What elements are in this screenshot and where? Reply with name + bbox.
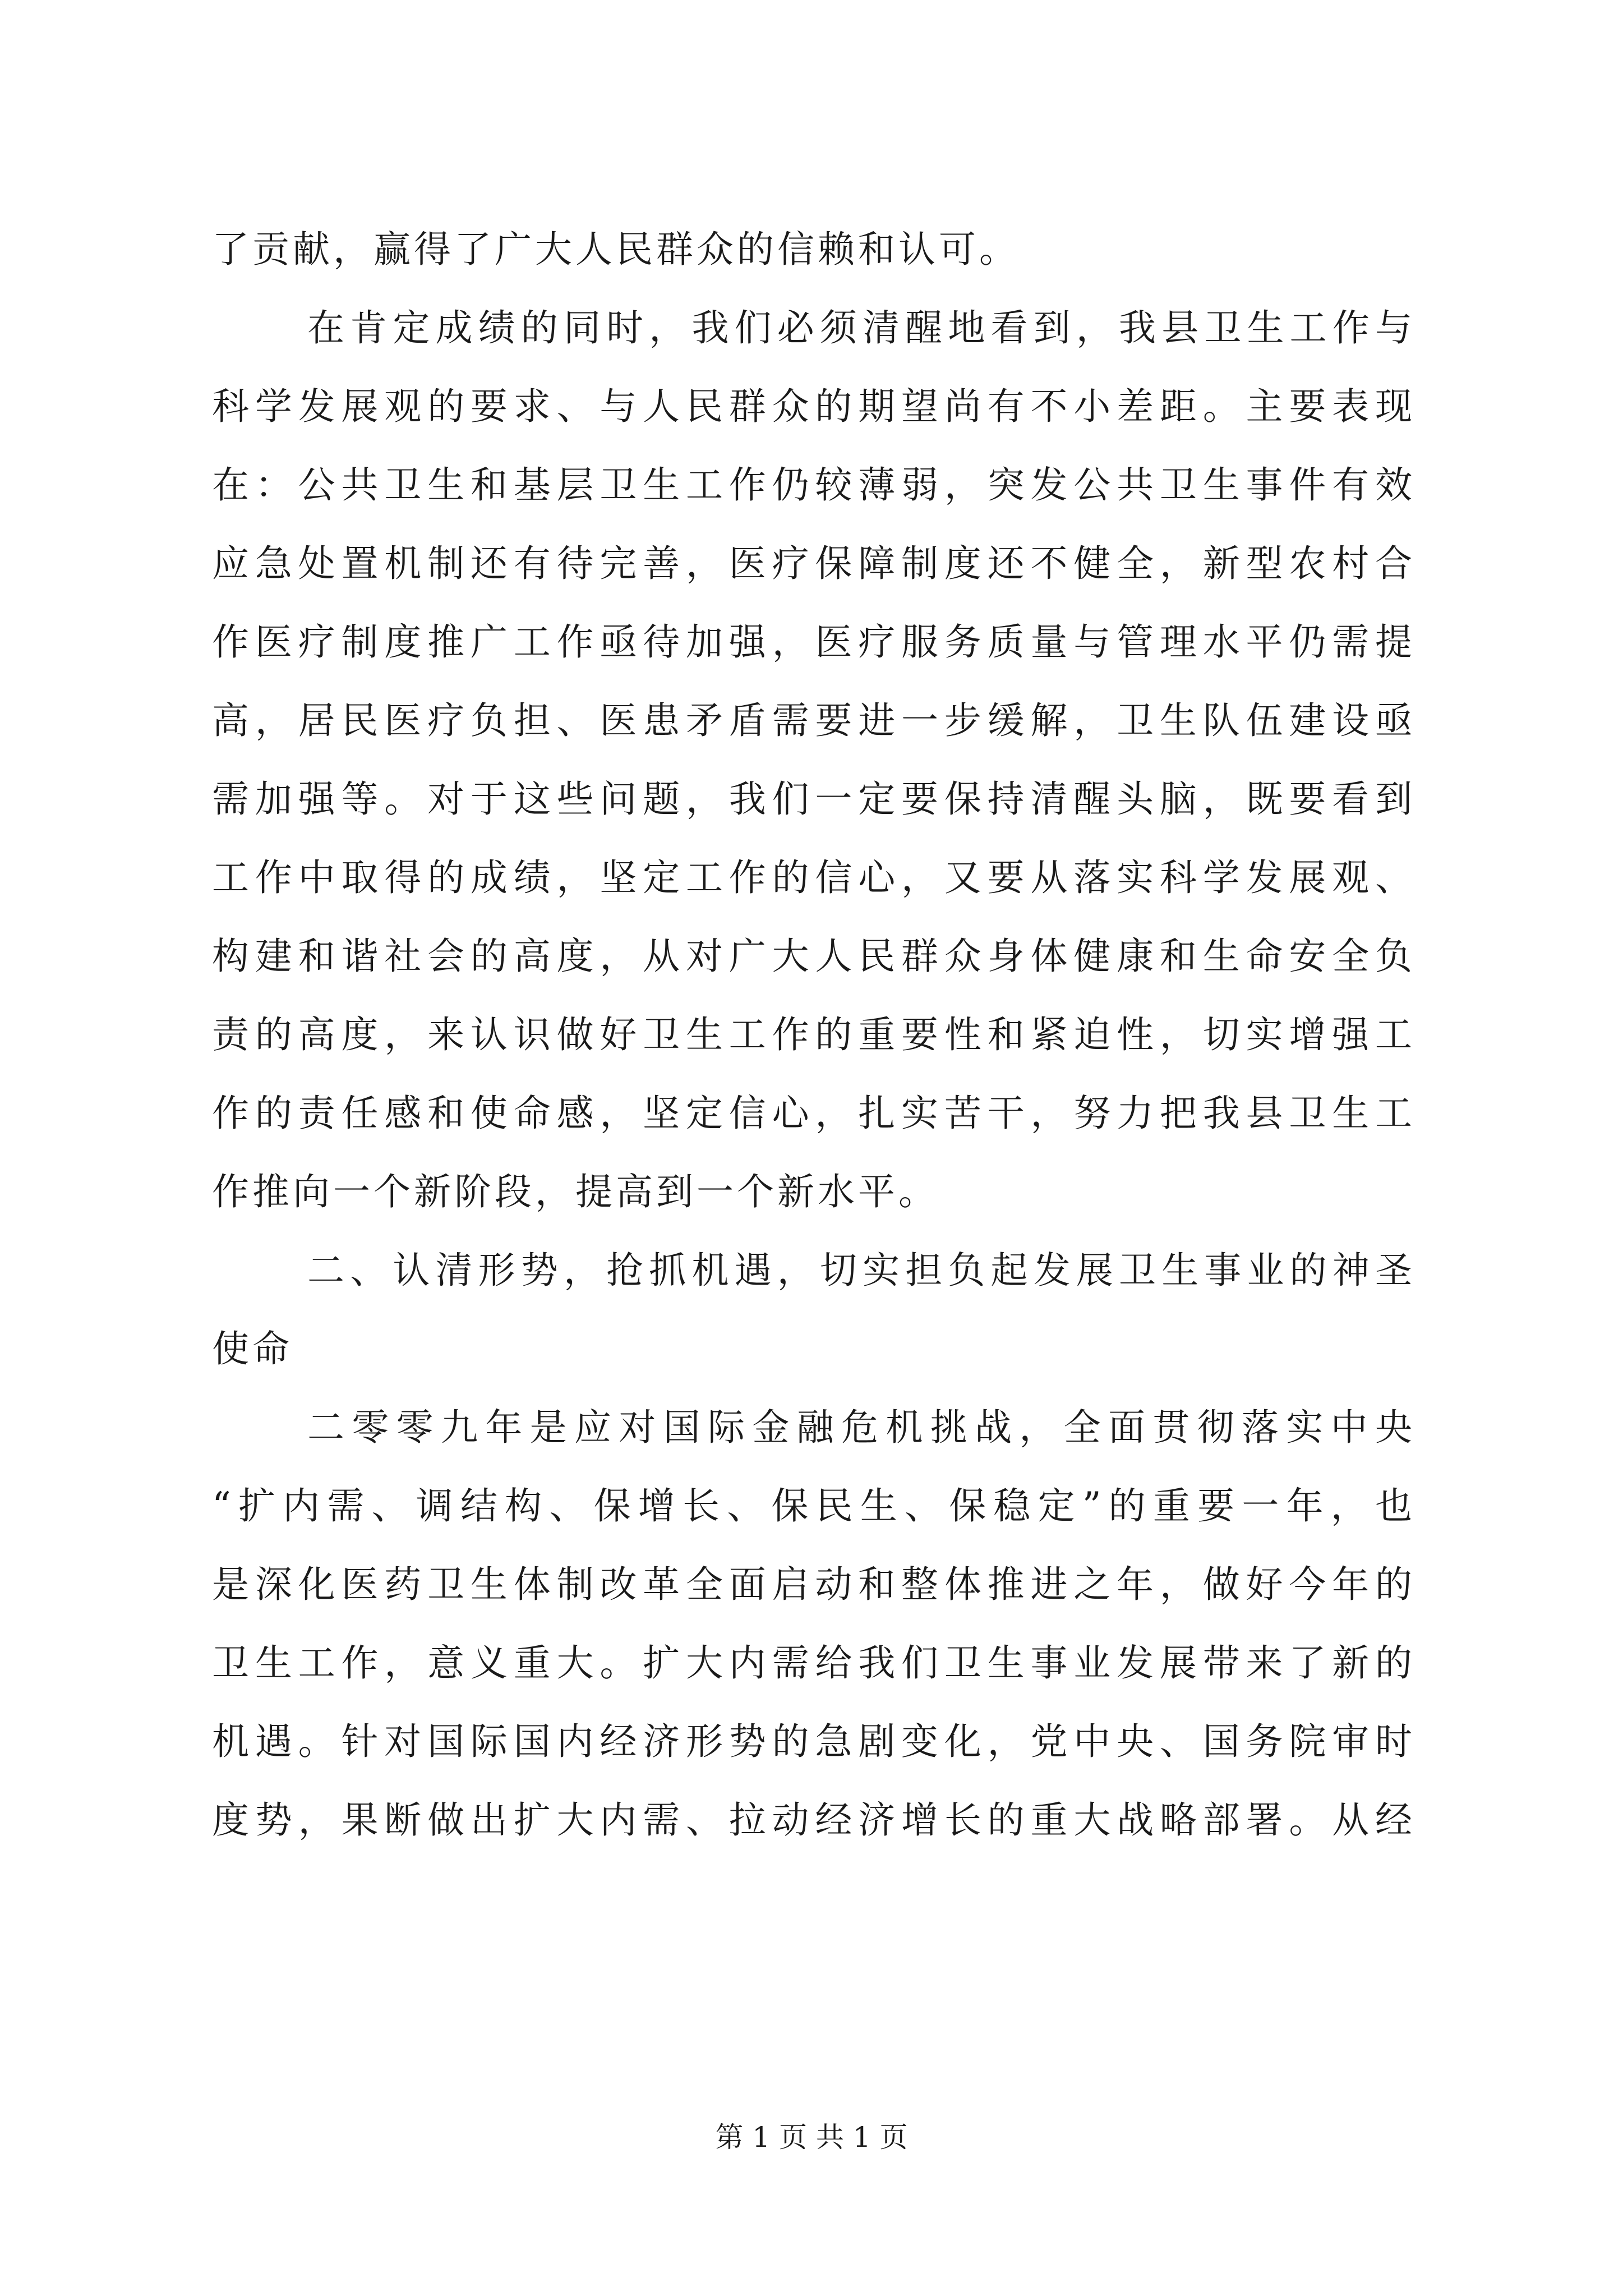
text-line: 机遇。针对国际国内经济形势的急剧变化，党中央、国务院审时 [212, 1720, 1412, 1763]
text-line: 高，居民医疗负担、医患矛盾需要进一步缓解，卫生队伍建设亟 [212, 699, 1412, 742]
text-line: 需加强等。对于这些问题，我们一定要保持清醒头脑，既要看到 [212, 777, 1412, 821]
section-heading: 二、认清形势，抢抓机遇，切实担负起发展卫生事业的神圣 [307, 1249, 1412, 1292]
text-line: 作医疗制度推广工作亟待加强，医疗服务质量与管理水平仍需提 [212, 620, 1412, 664]
text-line: “扩内需、调结构、保增长、保民生、保稳定”的重要一年，也 [212, 1484, 1412, 1527]
text-line: 构建和谐社会的高度，从对广大人民群众身体健康和生命安全负 [212, 935, 1412, 978]
text-line: 作推向一个新阶段，提高到一个新水平。 [212, 1170, 939, 1213]
section-heading: 使命 [212, 1327, 293, 1370]
text-line: 度势，果断做出扩大内需、拉动经济增长的重大战略部署。从经 [212, 1798, 1412, 1842]
text-line: 了贡献，赢得了广大人民群众的信赖和认可。 [212, 228, 1020, 271]
text-line: 在肯定成绩的同时，我们必须清醒地看到，我县卫生工作与 [307, 306, 1412, 349]
text-line: 卫生工作，意义重大。扩大内需给我们卫生事业发展带来了新的 [212, 1641, 1412, 1685]
text-line: 责的高度，来认识做好卫生工作的重要性和紧迫性，切实增强工 [212, 1013, 1412, 1056]
text-line: 科学发展观的要求、与人民群众的期望尚有不小差距。主要表现 [212, 385, 1412, 428]
text-line: 作的责任感和使命感，坚定信心，扎实苦干，努力把我县卫生工 [212, 1092, 1412, 1135]
text-line: 二零零九年是应对国际金融危机挑战，全面贯彻落实中央 [307, 1406, 1412, 1449]
text-line: 是深化医药卫生体制改革全面启动和整体推进之年，做好今年的 [212, 1563, 1412, 1606]
text-line: 在：公共卫生和基层卫生工作仍较薄弱，突发公共卫生事件有效 [212, 463, 1412, 507]
text-line: 应急处置机制还有待完善，医疗保障制度还不健全，新型农村合 [212, 542, 1412, 585]
text-line: 工作中取得的成绩，坚定工作的信心，又要从落实科学发展观、 [212, 856, 1412, 899]
page-number-footer: 第 1 页 共 1 页 [715, 2121, 908, 2154]
